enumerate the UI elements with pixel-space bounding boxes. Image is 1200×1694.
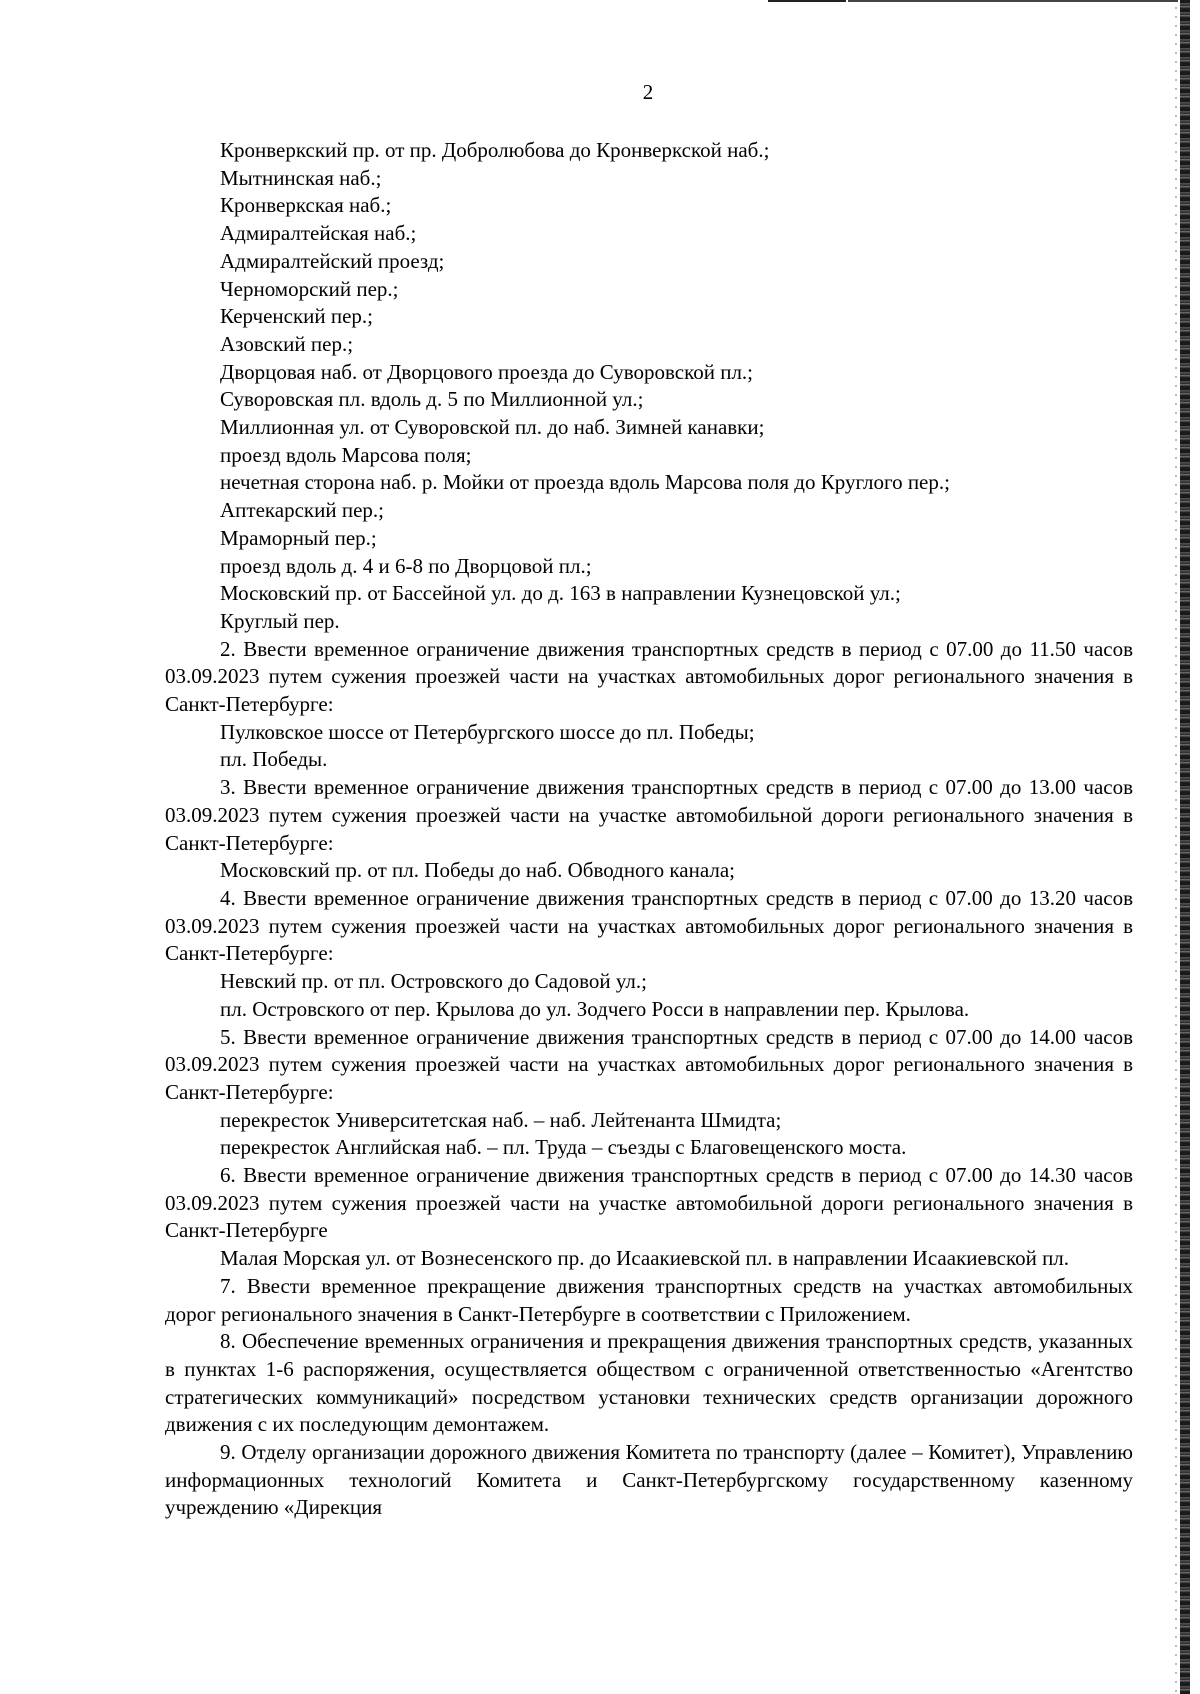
street-list-item: Мраморный пер.; bbox=[220, 525, 377, 550]
street-list-item: Дворцовая наб. от Дворцового проезда до Суворовской пл.; bbox=[220, 359, 754, 384]
item-6-paragraph: 6. Ввести временное ограничение движения транспортных средств в период с 07.00 до 14.30 часов 03.09.2023 путем сужения проезжей части на участке автомобильной дороги регионального значения в Санкт-Петербурге bbox=[165, 1163, 1133, 1243]
street-list-item: Аптекарский пер.; bbox=[220, 498, 385, 523]
street-list-item: Кронверкский пр. от пр. Добролюбова до Кронверкской наб.; bbox=[220, 138, 770, 162]
street-list-item: Круглый пер. bbox=[220, 608, 340, 633]
item-2-paragraph: 2. Ввести временное ограничение движения транспортных средств в период с 07.00 до 11.50 часов 03.09.2023 путем сужения проезжей части на участках автомобильных дорог регионального значения в Санкт-Петербурге: bbox=[165, 636, 1133, 717]
item-4-road: пл. Островского от пер. Крылова до ул. Зодчего Росси в направлении пер. Крылова. bbox=[220, 996, 970, 1021]
scan-edge-dots bbox=[1175, 0, 1177, 1694]
item-8-paragraph: 8. Обеспечение временных ограничения и прекращения движения транспортных средств, указанных в пунктах 1-6 распоряжения, осуществляется обществом с ограниченной ответственностью «Агентство стратегических коммуникаций» посредством установки технических средств организации дорожного движения с их последующим демонтажем. bbox=[165, 1329, 1133, 1437]
street-list-item: Азовский пер.; bbox=[220, 331, 354, 356]
street-list-item: Суворовская пл. вдоль д. 5 по Миллионной ул.; bbox=[220, 387, 644, 412]
item-5-road: перекресток Университетская наб. – наб. Лейтенанта Шмидта; bbox=[220, 1107, 782, 1132]
scan-top-line-left bbox=[768, 0, 846, 2]
item-2-road: пл. Победы. bbox=[220, 747, 328, 772]
street-list-item: Кронверкская наб.; bbox=[220, 193, 392, 218]
street-list-item: Адмиралтейский проезд; bbox=[220, 248, 445, 273]
street-list-item: проезд вдоль Марсова поля; bbox=[220, 442, 472, 467]
item-4-paragraph: 4. Ввести временное ограничение движения транспортных средств в период с 07.00 до 13.20 часов 03.09.2023 путем сужения проезжей части на участках автомобильных дорог регионального значения в Санкт-Петербурге: bbox=[165, 885, 1133, 966]
item-5-paragraph: 5. Ввести временное ограничение движения транспортных средств в период с 07.00 до 14.00 часов 03.09.2023 путем сужения проезжей части на участках автомобильных дорог регионального значения в Санкт-Петербурге: bbox=[165, 1024, 1133, 1104]
item-6-road: Малая Морская ул. от Вознесенского пр. до Исаакиевской пл. в направлении Исаакиевской пл. bbox=[220, 1246, 1070, 1271]
street-list-item: Миллионная ул. от Суворовской пл. до наб. Зимней канавки; bbox=[220, 415, 765, 440]
street-list-item: нечетная сторона наб. р. Мойки от проезда вдоль Марсова поля до Круглого пер.; bbox=[220, 470, 950, 495]
item-7-paragraph: 7. Ввести временное прекращение движения транспортных средств на участках автомобильных дорог регионального значения в Санкт-Петербурге в соответствии с Приложением. bbox=[165, 1273, 1133, 1326]
street-list bbox=[165, 137, 1133, 636]
item-3-paragraph: 3. Ввести временное ограничение движения транспортных средств в период с 07.00 до 13.00 часов 03.09.2023 путем сужения проезжей части на участке автомобильной дороги регионального значения в Санкт-Петербурге: bbox=[165, 775, 1133, 855]
item-2-road: Пулковское шоссе от Петербургского шоссе до пл. Победы; bbox=[220, 719, 755, 744]
street-list-item: Керченский пер.; bbox=[220, 304, 374, 329]
scan-top-line-right bbox=[848, 0, 1178, 2]
street-list-item: проезд вдоль д. 4 и 6-8 по Дворцовой пл.; bbox=[220, 553, 592, 578]
street-list-item: Московский пр. от Бассейной ул. до д. 163 в направлении Кузнецовской ул.; bbox=[220, 581, 901, 606]
street-list-item: Черноморский пер.; bbox=[220, 276, 399, 301]
item-4-road: Невский пр. от пл. Островского до Садовой ул.; bbox=[220, 969, 647, 994]
item-5-road: перекресток Английская наб. – пл. Труда – съезды с Благовещенского моста. bbox=[220, 1135, 907, 1160]
street-list-item: Мытнинская наб.; bbox=[220, 165, 382, 190]
scan-right-edge bbox=[1180, 0, 1190, 1694]
page-number: 2 bbox=[642, 80, 654, 104]
street-list-item: Адмиралтейская наб.; bbox=[220, 221, 417, 246]
document-body bbox=[165, 137, 1133, 1522]
item-9-paragraph: 9. Отделу организации дорожного движения Комитета по транспорту (далее – Комитет), Управлению информационных технологий Комитета и Санкт-Петербургскому государственному казенному учреждению «Дирекция bbox=[165, 1440, 1133, 1520]
item-3-road: Московский пр. от пл. Победы до наб. Обводного канала; bbox=[220, 858, 735, 883]
